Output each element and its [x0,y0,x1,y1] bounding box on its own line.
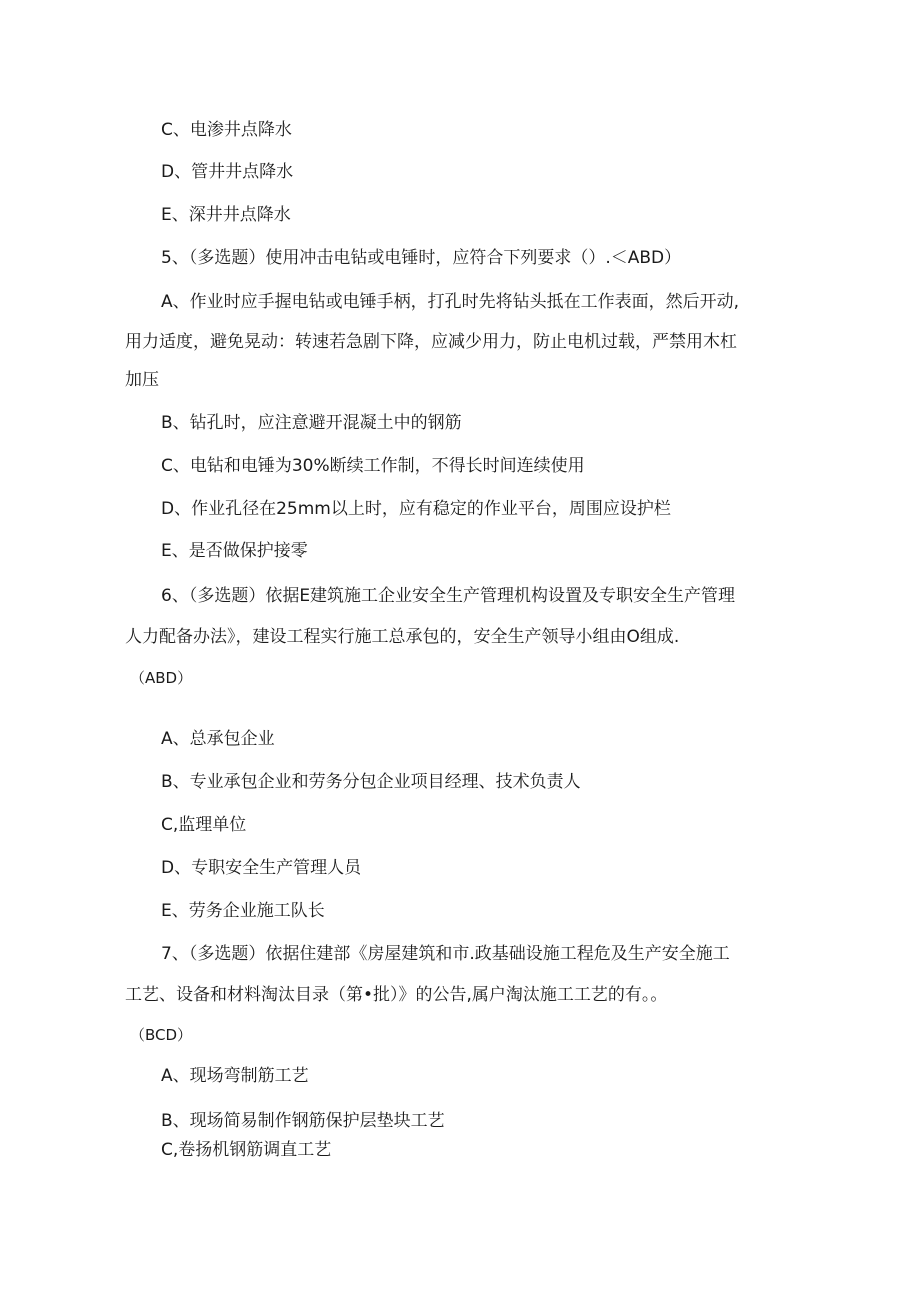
q5-option-a-line1: A、作业时应手握电钻或电锤手柄，打孔时先将钻头抵在工作表面，然后开动, [161,292,740,312]
option-c-electro-osmosis: C、电渗井点降水 [161,120,292,140]
q5-option-c: C、电钻和电锤为30%断续工作制，不得长时间连续使用 [161,456,585,476]
q6-option-a: A、总承包企业 [161,729,275,749]
question-7-line1: 7、（多选题）依据住建部《房屋建筑和市.政基础设施工程危及生产安全施工 [161,944,730,964]
question-6-line1: 6、（多选题）依据E建筑施工企业安全生产管理机构设置及专职安全生产管理 [161,586,736,606]
q7-option-b: B、现场简易制作钢筋保护层垫块工艺 [161,1111,445,1131]
q5-option-a-line2: 用力适度，避免晃动：转速若急剧下降，应减少用力，防止电机过载，严禁用木杠 [125,332,737,352]
question-7-answer: （BCD） [130,1026,193,1044]
q6-option-b: B、专业承包企业和劳务分包企业项目经理、技术负责人 [161,772,581,792]
q7-option-c: C,卷扬机钢筋调直工艺 [161,1140,332,1160]
q5-option-b: B、钻孔时，应注意避开混凝土中的钢筋 [161,413,462,433]
question-5: 5、（多选题）使用冲击电钻或电锤时，应符合下列要求（）.＜ABD） [161,248,682,268]
q5-option-a-line3: 加压 [125,370,159,390]
question-6-answer: （ABD） [130,669,193,687]
option-d-tube-well: D、管井井点降水 [161,162,294,182]
question-6-line2: 人力配备办法》，建设工程实行施工总承包的，安全生产领导小组由O组成. [125,627,680,647]
question-7-line2: 工艺、设备和材料淘汰目录（第•批）》的公告,属户淘汰施工工艺的有。。 [125,985,668,1005]
q6-option-c: C,监理单位 [161,815,247,835]
option-e-deep-well: E、深井井点降水 [161,205,291,225]
q5-option-e: E、是否做保护接零 [161,541,308,561]
q5-option-d: D、作业孔径在25mm以上时，应有稳定的作业平台，周围应设护栏 [161,499,671,519]
q7-option-a: A、现场弯制筋工艺 [161,1066,309,1086]
q6-option-d: D、专职安全生产管理人员 [161,858,362,878]
q6-option-e: E、劳务企业施工队长 [161,901,325,921]
